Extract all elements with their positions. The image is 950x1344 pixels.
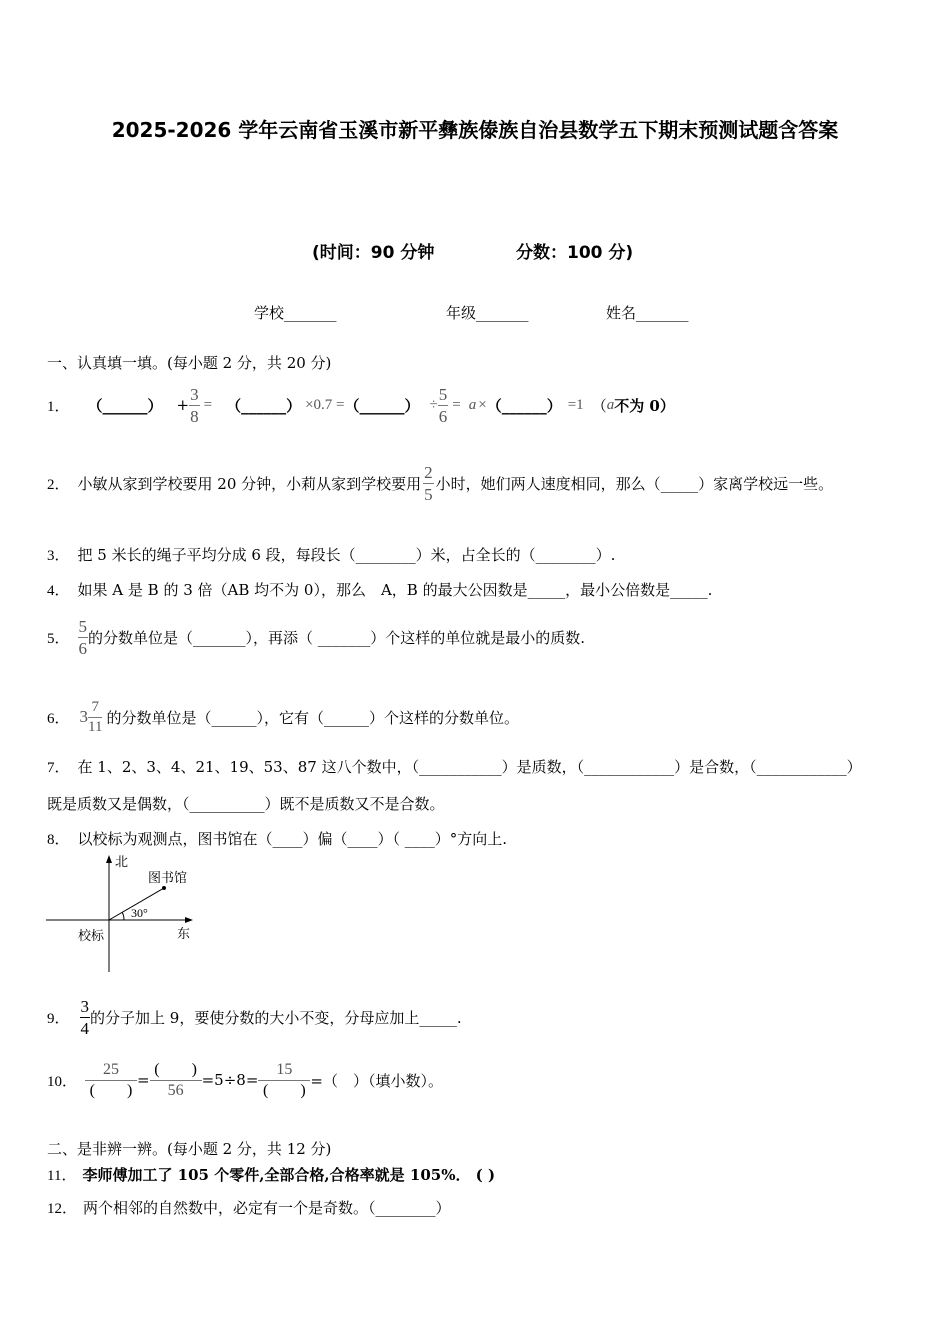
question-7-cont: 既是质数又是偶数，（__________）既不是质数又不是合数。 xyxy=(47,795,445,813)
angle-arc xyxy=(122,912,124,920)
direction-diagram xyxy=(40,852,210,977)
exam-score: 分数：100 分) xyxy=(516,243,634,263)
name-field: 姓名_______ xyxy=(606,304,689,322)
question-number: 3． xyxy=(47,548,70,564)
question-text: 小时，她们两人速度相同，那么（_____）家离学校远一些。 xyxy=(435,474,834,493)
question-text: =（ ）（填小数）。 xyxy=(310,1071,443,1090)
condition-note: 不为 0） xyxy=(614,396,675,415)
question-4 xyxy=(47,579,712,600)
page-title: 2025-2026 学年云南省玉溪市新平彝族傣族自治县数学五下期末预测试题含答案 xyxy=(111,118,839,142)
variable-a: a xyxy=(468,396,477,413)
fraction: $\frac{( )}{56}$ xyxy=(150,1062,202,1099)
question-11 xyxy=(47,1164,495,1185)
question-number: 5． xyxy=(47,630,70,647)
north-arrow-icon xyxy=(106,855,112,863)
question-1 xyxy=(47,380,675,430)
question-text: 两个相邻的自然数中，必定有一个是奇数。（________） xyxy=(83,1199,451,1217)
question-text: 把 5 米长的绳子平均分成 6 段，每段长（________）米，占全长的（________）. xyxy=(77,546,616,564)
school-field: 学校_______ xyxy=(254,304,337,322)
times-text: ×0.7 = xyxy=(305,396,345,413)
library-label: 图书馆 xyxy=(148,871,188,886)
question-number: 8． xyxy=(47,832,70,848)
north-label: 北 xyxy=(115,855,129,870)
question-number: 7． xyxy=(47,760,70,776)
equation-middle: =5÷8= xyxy=(201,1071,259,1089)
question-5 xyxy=(47,612,585,662)
fraction: $\frac{15}{( )}$ xyxy=(258,1062,310,1099)
question-number: 6． xyxy=(47,710,70,727)
blank: （______） xyxy=(344,396,420,415)
equals-one: =1 xyxy=(567,396,584,413)
question-10 xyxy=(47,1052,443,1108)
question-9 xyxy=(47,992,462,1042)
question-text: 在 1、2、3、4、21、19、53、87 这八个数中，（___________）是质数，（____________）是合数，（____________） xyxy=(77,758,862,776)
question-number: 4． xyxy=(47,583,70,599)
plus-sign: + xyxy=(176,396,190,414)
question-number: 1． xyxy=(47,398,70,415)
question-number: 9． xyxy=(47,1010,70,1027)
fraction: $\frac{7}{11}$ xyxy=(88,698,103,735)
question-text: 小敏从家到学校要用 20 分钟，小莉从家到学校要用 xyxy=(77,474,422,493)
question-text: 的分子加上 9，要使分数的大小不变，分母应加上_____. xyxy=(90,1008,462,1027)
fraction: $\frac{5}{6}$ xyxy=(78,616,88,658)
fraction: $\frac{25}{( )}$ xyxy=(85,1062,137,1099)
question-2 xyxy=(47,458,833,508)
fraction: $\frac{3}{8}$ xyxy=(190,384,199,426)
section-heading-1: 一、认真填一填。(每小题 2 分，共 20 分) xyxy=(47,354,332,372)
grade-field: 年级_______ xyxy=(446,304,529,322)
question-8 xyxy=(47,828,507,849)
east-label: 东 xyxy=(177,927,191,942)
blank: （______） xyxy=(87,396,163,415)
blank: （______） xyxy=(486,396,562,415)
origin-label: 校标 xyxy=(78,929,105,944)
fraction: $\frac{2}{5}$ xyxy=(424,462,433,504)
question-text: 如果 A 是 B 的 3 倍（AB 均不为 0），那么 A，B 的最大公因数是_____，最小公倍数是_____. xyxy=(77,581,713,599)
times-sign: × xyxy=(478,396,487,413)
library-point xyxy=(162,886,166,890)
question-number: 2． xyxy=(47,476,70,493)
question-7 xyxy=(47,756,862,777)
question-text: 李师傅加工了 105 个零件,全部合格,合格率就是 105%． ( ) xyxy=(82,1166,496,1184)
fraction: $\frac{3}{4}$ xyxy=(80,996,90,1038)
fraction: $\frac{5}{6}$ xyxy=(438,384,448,426)
east-arrow-icon xyxy=(185,917,193,923)
variable-a: a xyxy=(606,396,615,413)
question-text: 的分数单位是（_______），再添（ _______）个这样的单位就是最小的质数. xyxy=(88,628,586,647)
blank: （______） xyxy=(226,396,302,415)
section-heading-2: 二、是非辨一辨。(每小题 2 分，共 12 分) xyxy=(47,1140,332,1158)
paren: （ xyxy=(591,396,607,415)
equals-sign: = xyxy=(452,396,461,413)
question-6 xyxy=(47,692,519,742)
question-text: 以校标为观测点，图书馆在（____）偏（____）（ ____）°方向上. xyxy=(77,830,508,848)
divide-sign: ÷ xyxy=(429,396,438,413)
exam-time: (时间：90 分钟 xyxy=(312,243,435,263)
question-number: 10． xyxy=(47,1073,78,1090)
angle-label: 30° xyxy=(131,906,148,920)
equals-sign: = xyxy=(203,396,213,413)
question-12 xyxy=(47,1197,451,1218)
question-3 xyxy=(47,544,615,565)
question-text: 的分数单位是（______），它有（______）个这样的分数单位。 xyxy=(106,708,519,727)
question-number: 12． xyxy=(47,1201,78,1217)
mixed-whole: 3 xyxy=(79,707,89,726)
equals-sign: = xyxy=(137,1071,150,1089)
question-number: 11． xyxy=(47,1168,77,1184)
